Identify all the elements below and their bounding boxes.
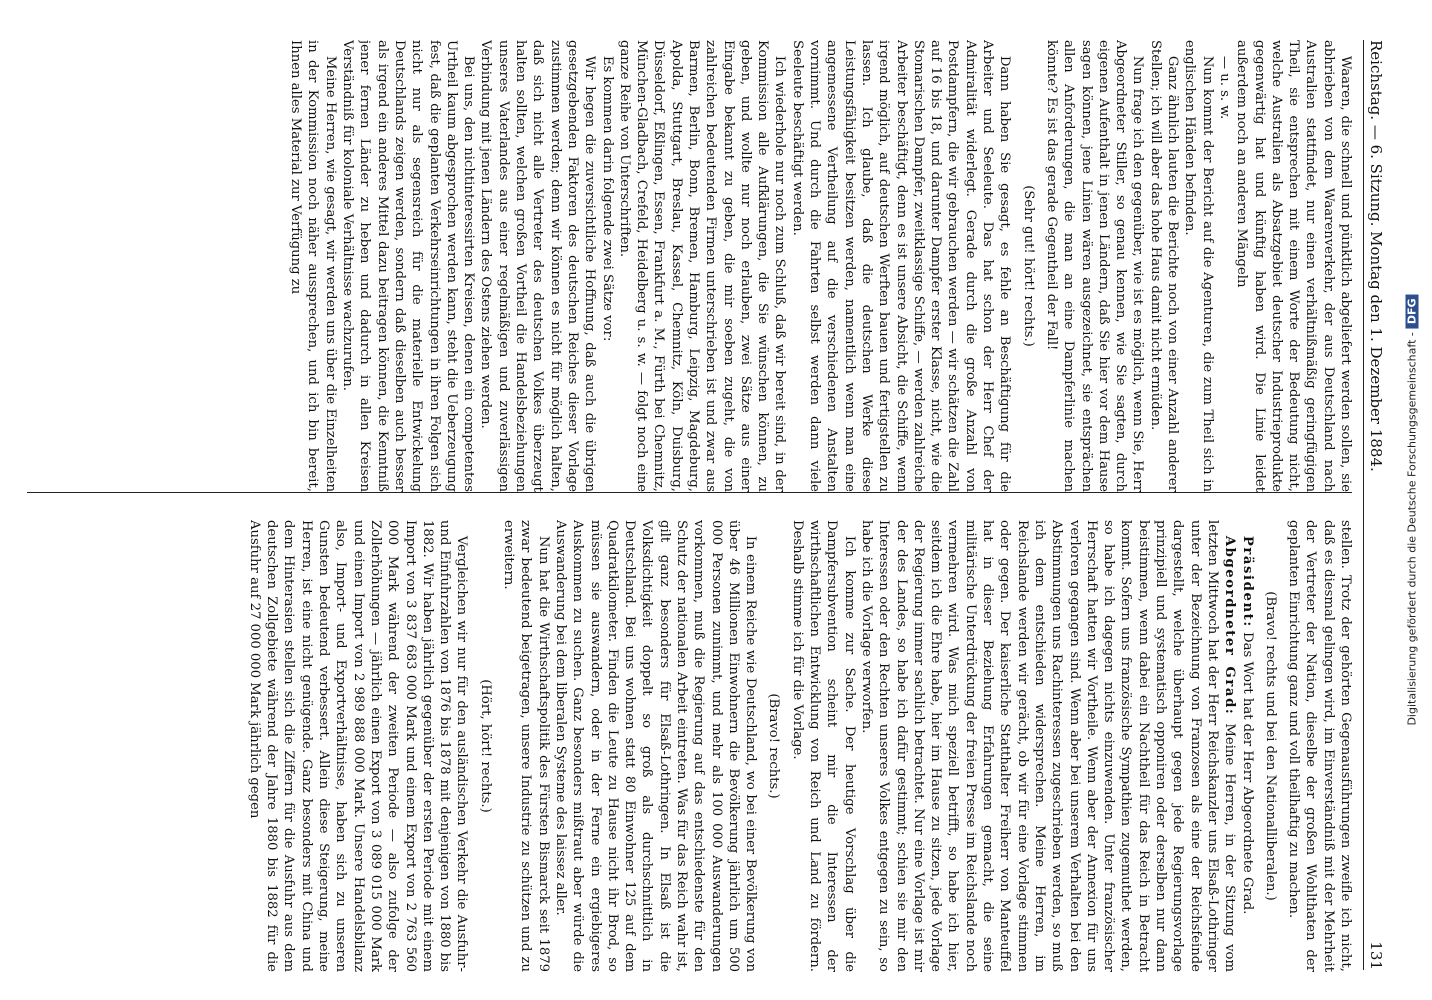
- speaker-name: Präsident:: [1239, 535, 1255, 628]
- page-number: 131: [1367, 941, 1385, 970]
- paragraph: Es kommen darin folgende zwei Sätze vor:: [599, 55, 615, 342]
- paragraph: Bei uns, den nichtinteressirten Kreisen, denen ein competentes Urtheil kaum abgesprochen werden kann, steht die Ueberzeugung fest, daß die geplanten Verkehrseinrichtungen in ihren Folgen sich nicht nur als segensreich für die materielle Entwickelung Deutschlands zeigen werden, sondern daß dieselben auch besser als irgend ein anderes Mittel dazu beitragen können, die Kenntniß jener fernen Länder zu heben und dadurch in allen Kreisen Verständniß für koloniale Verhältnisse wachzurufen.: [340, 40, 477, 492]
- interjection: (Hört, hört! rechts.): [477, 679, 493, 813]
- speaker-paragraph: [1238, 520, 1255, 972]
- running-header: [1363, 40, 1390, 970]
- speaker-name: Abgeordneter Grad:: [1222, 535, 1238, 716]
- speaker-paragraph: [858, 520, 1239, 972]
- paragraph: Nun kommt der Bericht auf die Agenturen, die zum Theil sich in englischen Händen befinden.: [1182, 40, 1215, 492]
- interjection: (Bravo! rechts und bei den Nationalliberalen.): [1262, 591, 1278, 901]
- paragraph: Nun frage ich den gegenüber, wie ist es möglich, wenn Sie, Herr Abgeordneter Stiller, so genau kennen, wie Sie sagten, durch eigenen Aufenthalt in jenen Ländern, daß Sie hier vor dem Hause sagen können, jene Linien wären ausgezeichnet, sie entsprächen allen Anforderungen, die man an eine Dampferlinie machen könnte? Es ist das gerade Gegentheil der Fall!: [1043, 40, 1146, 492]
- dfg-logo: DFG: [1406, 294, 1419, 328]
- paragraph: In einem Reiche wie Deutschland, wo bei einer Bevölkerung von über 46 Millionen Einwohnern die Bevölkerung jährlich um 500 000 Personen zunimmt, und mehr als 100 000 Auswanderungen vorkommen, muß die Regierung auf das entschiedenste für den Schutz der nationalen Arbeit eintreten. Was für das Reich wahr ist, gilt ganz besonders für Elsaß-Lothringen. In Elsaß ist die Volksdichtigkeit doppelt so groß als durchschnittlich in Deutschland. Bei uns wohnen statt 80 Einwohner 125 auf dem Quadratkilometer. Finden die Leute zu Hause nicht ihr Brod, so müssen sie auswandern, oder in der Ferne ein ergiebigeres Auskommen zu suchen. Ganz besonders mißtraut aber würde die Auswanderung bei dem liberalen Systeme des laissez aller.: [552, 520, 759, 972]
- funding-watermark: [1397, 40, 1427, 980]
- paragraph: Ganz ähnlich lauten die Berichte noch von einer Anzahl anderer Stellen; ich will aber das hohe Haus damit nicht ermüden.: [1147, 40, 1181, 492]
- interjection: (Bravo! rechts.): [766, 693, 782, 799]
- paragraph: Waaren, die schnell und pünktlich abgeliefert werden sollen, sie abhrieben von dem Waarenverkehr, der aus Deutschland nach Australien stattfindet, nur einen verhältnißmäßig geringfügigen Theil, sie entsprechen mit einem Worte der Bedeutung nicht, welche Australien als Absatzgebiet deutscher Industrieprodukte gegenwärtig hat und künftig haben wird. Die Linie leidet außerdem noch an anderen Mängeln: [1234, 40, 1353, 492]
- speech-text: Meine Herren, in der Sitzung vom letzten Mittwoch hat der Herr Reichskanzler uns Elsaß-Lothringer unter der Bezeichnung von Franzosen als eine der Reichsfeinde dargestellt, welche überhaupt gegen jede Regierungsvorlage prinzipiell und systematisch opponiren oder derselben nur dann beistimmen, wenn dabei ein Nachtheil für das Reich in Betracht kommt. Sofern uns französische Sympathien zugemuthet werden, so habe ich dagegen nichts einzuwenden. Unter französischer Herrschaft hatten wir Vortheile. Wenn aber der Annexion für uns verloren gegangen sind. Wenn aber bei unserem Verhalten bei den Abstimmungen uns Rachinteressen zugeschrieben werden, so muß ich dem entschieden widersprechen. Meine Herren, im Reichslande werden wir gerächt, ob wir für eine Vorlage stimmen oder gegen. Der kaiserliche Statthalter Freiherr von Manteuffel hat in dieser Beziehung Erfahrungen gemacht, die seine militärische Unterdrückung der freien Presse im Reichslande noch vermehren wird. Was mich speziell betrifft, so habe ich hier, seitdem ich die Ehre habe, hier im Hause zu sitzen, jede Vorlage der Regierung immer sachlich betrachtet. Nur eine Vorlage ist mir der des Landes, so habe ich dafür gestimmt; schien sie mir den Interessen oder den Rechten unseres Volkes entgegen zu sein, so habe ich die Vorlage verworfen.: [858, 520, 1238, 972]
- speech-text: Das Wort hat der Herr Abgeordnete Grad.: [1239, 632, 1255, 915]
- right-column: [24, 520, 1354, 972]
- paragraph: Vergleichen wir nur für den ausländischen Verkehr die Ausfuhr- und Einfuhrzahlen von 1876 bis 1878 mit denjenigen von 1880 bis 1882. Wir haben jährlich gegenüber der ersten Periode mit einem Import von 3 837 683 000 Mark und einem Export von 2 763 560 000 Mark während der zweiten Periode — also zufolge der Zollerhöhungen — jährlich einen Export von 3 089 015 000 Mark und einen Import von 2 989 888 000 Mark. Unsere Handelsbilanz also, Import- und Exportverhältnisse, haben sich zu unseren Gunsten bedeutend verbessert. Allein diese Steigerung, meine Herren, ist eine nicht genügende. Ganz besonders mit China und dem Hinterasien stellen sich die Ziffern für die Ausfuhr aus dem deutschen Zollgebiete während der Jahre 1880 bis 1882 für die Ausfuhr auf 27 000 000 Mark jährlich gegen: [246, 520, 470, 972]
- column-divider: [27, 492, 1352, 493]
- paragraph: Wir hegen die zuversichtliche Hoffnung, daß auch die übrigen gesetzgebenden Faktoren des deutschen Reiches dieser Vorlage zustimmen werden; denn wir können es nicht für möglich halten, daß sich nicht alle Vertreter des deutschen Volkes überzeugt halten sollten, welchen großen Vortheil die Handelsbeziehungen unseres Vaterlandes aus einer regelmäßigen und zuverlässigen Verbindung mit jenen Ländern des Ostens ziehen werden.: [478, 40, 598, 492]
- header-title: Reichstag. — 6. Sitzung. Montag den 1. Dezember 1884.: [1367, 40, 1385, 472]
- paragraph: Dann haben Sie gesagt, es fehle an Beschäftigung für die Arbeiter und Seeleute. Das hat schon der Herr Chef der Admiralität widerlegt. Gerade durch die große Anzahl von Postdampfern, die wir gebrauchen werden — wir schätzen die Zahl auf 16 bis 18, und darunter Dampfer erster Klasse, nicht, wie die Stomarischen Dampfer, zweitklassige Schiffe, — werden zahlreiche Arbeiter beschäftigt, denn es ist unsere Absicht, die Schiffe, wenn irgend möglich, auf deutschen Werften bauen und fertigstellen zu lassen. Ich glaube, daß die deutschen Werke diese Leistungsfähigkeit besitzen werden, namentlich wenn man eine angemessene Vertheilung auf die verschiedenen Anstalten vornimmt. Und durch die Fahrten selbst werden dann viele Seeleute beschäftigt werden.: [789, 40, 1013, 492]
- interjection: (Sehr gut! hört! rechts.): [1020, 185, 1036, 347]
- paragraph: stellen. Trotz der gehörten Gegenausführungen zweifle ich nicht, daß es diesmal gelingen wird, im Einverständniß mit der Mehrheit der Vertreter der Nation, dieselbe der großen Wohlthaten der geplanten Einrichtung ganz und voll theilhaftig zu machen.: [1286, 520, 1353, 972]
- paragraph: Ich wiederhole nur noch zum Schluß, daß wir bereit sind, in der Kommission alle Aufklärungen, die Sie wünschen können, zu geben, und wollte nur noch erlauben, zwei Sätze aus einer Eingabe bekannt zu geben, die mir soeben zugeht, die von zahlreichen bedeutenden Firmen unterschrieben ist und zwar aus Barmen, Berlin, Bonn, Bremen, Hamburg, Leipzig, Magdeburg, Apolda, Stuttgart, Breslau, Kassel, Chemnitz, Köln, Duisburg, Düsseldorf, Eßlingen, Essen, Frankfurt a. M., Fürth bei Chemnitz, München-Gladbach, Crefeld, Heidelberg u. s. w. — folgt noch eine ganze Reihe von Unterschriften.: [616, 40, 788, 492]
- paragraph: Ich komme zur Sache. Der heutige Vorschlag über die Dampfersubvention scheint mir die Interessen der wirthschaftlichen Entwicklung von Reich und Land zu fördern. Deshalb stimme ich für die Vorlage.: [789, 520, 857, 972]
- paragraph: — u. s. w.: [1216, 55, 1232, 120]
- watermark-text: Digitalisierung gefördert durch die Deutsche Forschungsgemeinschaft -: [1405, 332, 1419, 726]
- paragraph: Nun hat die Wirthschaftspolitik des Fürsten Bismarck seit 1879 zwar bedeutend beigetragen, unsere Industrie zu schützen und zu erweitern.: [501, 520, 551, 972]
- paragraph: Meine Herren, wie gesagt, wir werden uns über die Einzelheiten in der Kommission noch näher aussprechen, und ich bin bereit, Ihnen alles Material zur Verfügung zu: [288, 40, 338, 492]
- left-column: [24, 40, 1354, 492]
